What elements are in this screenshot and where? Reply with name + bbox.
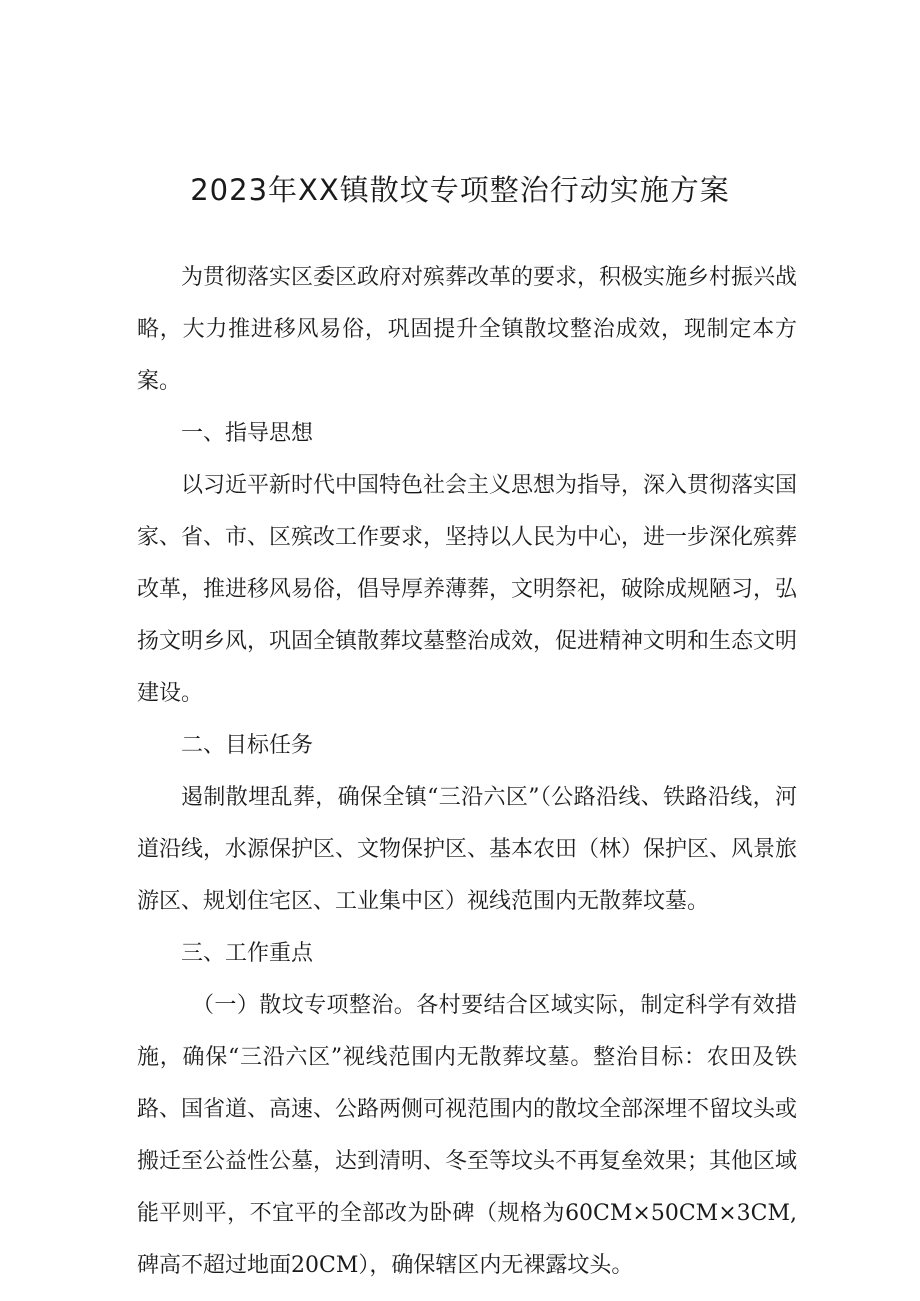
document-title: 2023年XX镇散坟专项整治行动实施方案 [190,173,730,207]
section-heading-guiding-ideology: 一、指导思想 [181,421,314,446]
goals-tasks-paragraph: 遏制散埋乱葬，确保全镇“三沿六区”（公路沿线、铁路沿线，河道沿线，水源保护区、文物保护区、基本农田（林）保护区、风景旅游区、规划住宅区、工业集中区）视线范围内无散葬坟墓。 [137,785,798,914]
document-body [137,252,797,1292]
intro-paragraph: 为贯彻落实区委区政府对殡葬改革的要求，积极实施乡村振兴战略，大力推进移风易俗，巩固提升全镇散坟整治成效，现制定本方案。 [137,265,798,394]
work-focus-item-1-paragraph: （一）散坟专项整治。各村要结合区域实际，制定科学有效措施，确保“三沿六区”视线范围内无散葬坟墓。整治目标：农田及铁路、国省道、高速、公路两侧可视范围内的散坟全部深埋不留坟头或搬迁至公益性公墓，达到清明、冬至等坟头不再复垒效果；其他区域能平则平，不宜平的全部改为卧碑（规格为60CM×50CM×3CM,碑高不超过地面20CM），确保辖区内无裸露坟头。 [137,993,798,1278]
guiding-ideology-paragraph: 以习近平新时代中国特色社会主义思想为指导，深入贯彻落实国家、省、市、区殡改工作要求，坚持以人民为中心，进一步深化殡葬改革，推进移风易俗，倡导厚养薄葬，文明祭祀，破除成规陋习，弘扬文明乡风，巩固全镇散葬坟墓整治成效，促进精神文明和生态文明建设。 [137,473,798,706]
section-heading-goals-tasks: 二、目标任务 [181,733,314,758]
section-heading-work-focus: 三、工作重点 [181,941,314,966]
